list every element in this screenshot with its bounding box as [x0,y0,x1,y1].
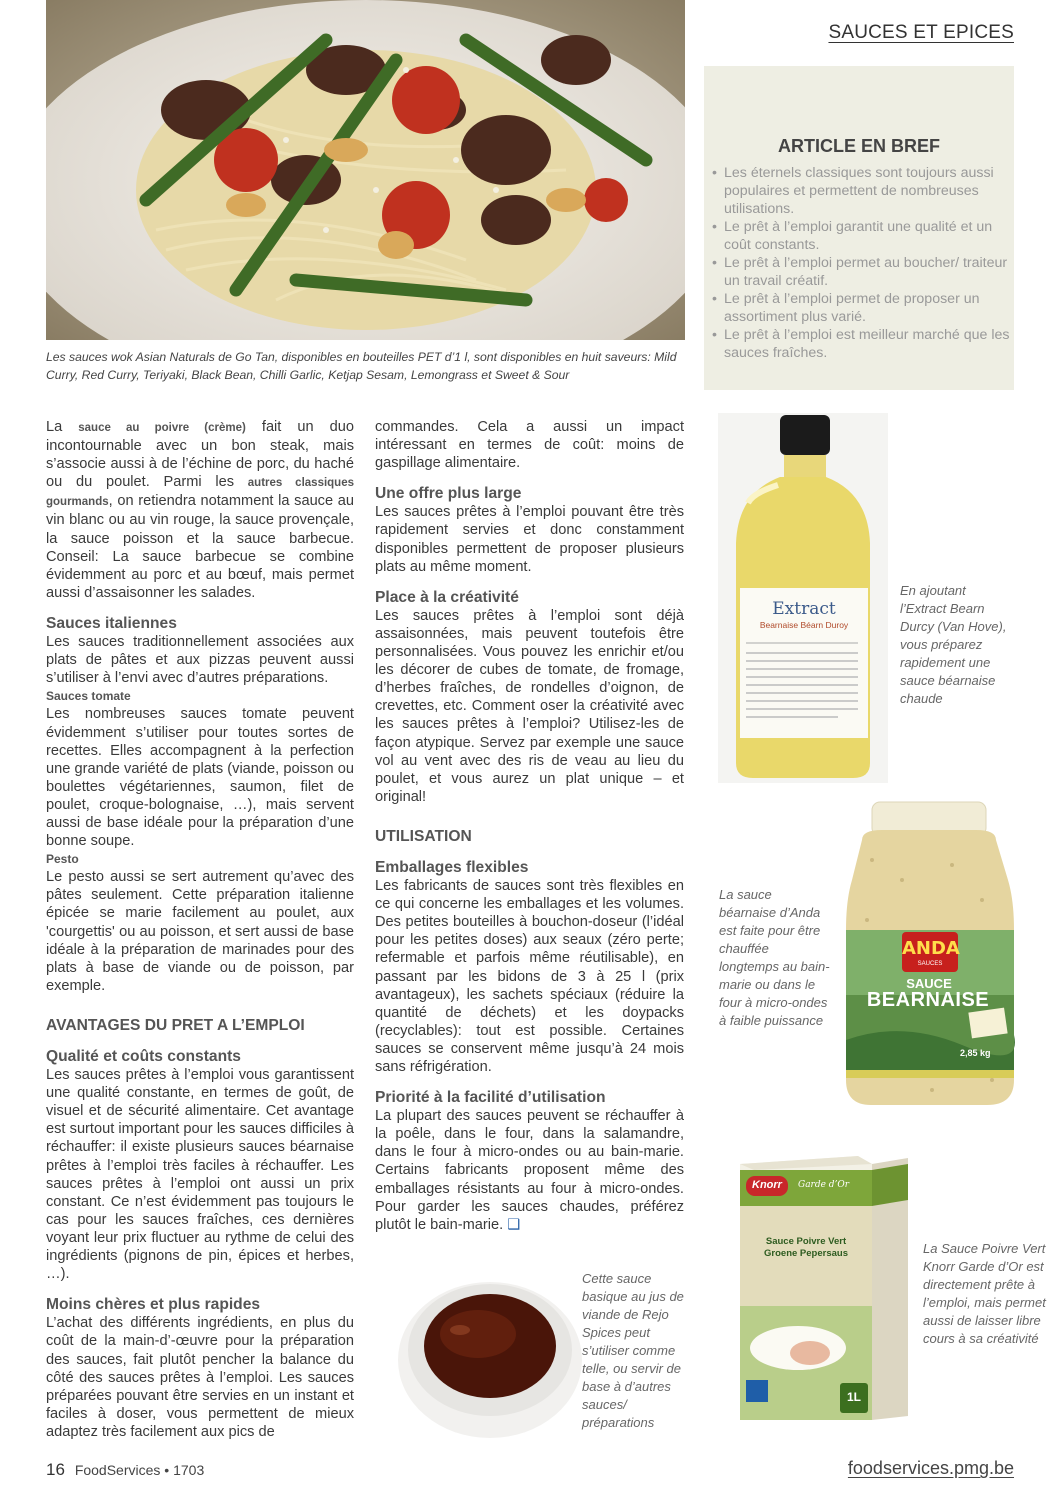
paragraph-tomate: Les nombreuses sauces tomate peuvent évidemment s’utiliser pour toutes sortes de recettes. Elles accompagnent à la perfection une grande variété de plats (viande, poisson ou boulettes végétariennes, saumon, filet de poulet, croque-bolognaise, …), mais servent aussi de base idéale pour la préparation d’une bonne soupe. [46,706,354,850]
summary-item: • Les éternels classiques sont toujours aussi populaires et permettent de nombreuses utilisations. [712,164,1012,218]
anda-name-1: SAUCE [906,976,952,991]
paragraph-continued: commandes. Cela a aussi un impact intéressant en termes de coût: moins de gaspillage alimentaire. [375,419,684,472]
heading-offre: Une offre plus large [375,485,522,503]
wok-dish-photo [46,0,685,340]
summary-item: • Le prêt à l’emploi est meilleur marché que les sauces fraîches. [712,326,1012,362]
anda-caption: La sauce béarnaise d’Anda est faite pour être chauffée longtemps au bain-marie ou dans le four à micro-ondes à faible puissance [719,887,830,1028]
paragraph-qualite: Les sauces prêtes à l’emploi vous garantissent une qualité constante, en termes de goût, de visuel et de sécurité alimentaire. Cet avantage est surtout important pour les sauces difficiles à réchauffer: il existe plusieurs sauces béarnaise prêtes à l’emploi très faciles à réchauffer. Les sauces prêtes à l’emploi ont aussi un prix constant. Ce n’est évidemment pas toujours le cas pour les sauces fraîches, ces dernières voyant leur prix fluctuer au rythme de celui des ingrédients (pignons de pin, épices et herbes, …). [46,1067,354,1283]
anda-weight: 2,85 kg [960,1048,991,1058]
anda-jar-photo [842,800,1016,1110]
intro-paragraph: La sauce au poivre (crème) fait un duo incontournable avec un bon steak, mais s’associe aussi à de l’échine de porc, du haché ou du poulet. Parmi les autres classiques gourmands, on retiendra notamment la sauce au vin blanc ou au vin rouge, la sauce provençale, la sauce poisson et la sauce barbecue. Conseil: La sauce barbecue se combine évidemment au porc et au bœuf, mais permet aussi d’assaisonner les salades. [46,419,354,601]
heading-qualite: Qualité et coûts constants [46,1048,241,1065]
rejo-caption: Cette sauce basique au jus de viande de Rejo Spices peut s’utiliser comme telle, ou servir de base à d’autres sauces/ préparations [582,1271,684,1430]
heading-sauces-italiennes: Sauces italiennes [46,614,177,632]
subheading-sauces-tomate: Sauces tomate [46,689,131,704]
paragraph-moins-cheres: L’achat des différents ingrédients, en plus du coût de la main-d’-œuvre pour la préparation des sauces, fait plutôt pencher la balance du côté des sauces prêtes à l’emploi. Les sauces préparées pouvant être servies en un instant et faciles à doser, vous permettent de mieux adaptez très facilement aux pics de [46,1315,354,1440]
heading-priorite: Priorité à la facilité d’utilisation [375,1089,606,1107]
knorr-brand: Knorr [752,1179,782,1191]
publication-info: FoodServices • 1703 [74,1462,205,1478]
summary-title: ARTICLE EN BREF [778,136,940,156]
summary-list [712,164,1012,362]
paragraph-italiennes: Les sauces traditionnellement associées aux plats de pâtes et aux pizzas peuvent aussi s’utiliser à l’envi avec d’autres préparations. [46,634,354,687]
extract-sublabel: Bearnaise Béarn Duroy [759,620,849,630]
subheading-pesto: Pesto [46,852,79,867]
summary-item: • Le prêt à l’emploi garantit une qualité et un coût constants. [712,218,1012,254]
paragraph-priorite: La plupart des sauces peuvent se réchauffer à la poêle, dans le four, dans la salamandre, dans le four à micro-ondes ou au bain-marie. Certains fabricants proposent même des emballages résistants au four à micro-ondes. Pour garder les sauces chaudes, préférez plutôt le bain-marie. ❑ [375,1108,684,1233]
extract-bottle-photo [718,413,888,783]
extract-label: Extract [772,599,836,619]
page-footer-left [46,1460,204,1480]
heading-moins-cheres: Moins chères et plus rapides [46,1296,261,1314]
summary-item: • Le prêt à l’emploi permet de proposer un assortiment plus varié. [712,290,1012,326]
section-tag: SAUCES ET EPICES [828,22,1014,43]
heading-utilisation: UTILISATION [375,827,472,845]
heading-emballages: Emballages flexibles [375,858,529,876]
sauce-bowl-photo [390,1250,590,1440]
knorr-name-1: Sauce Poivre Vert [765,1236,847,1247]
knorr-name-2: Groene Pepersaus [764,1248,848,1259]
heading-avantages: AVANTAGES DU PRET A L’EMPLOI [46,1016,305,1034]
knorr-caption: La Sauce Poivre Vert Knorr Garde d’Or est directement prête à l’emploi, mais permet aussi de laisser libre cours à sa créativité [923,1241,1046,1346]
anda-name-2: BEARNAISE [866,989,990,1011]
article-summary-box [704,66,1014,390]
website-link[interactable]: foodservices.pmg.be [847,1458,1014,1478]
article-column-1 [46,418,354,1441]
heading-place-creativite: Place à la créativité [375,588,519,606]
knorr-line: Garde d’Or [798,1180,850,1190]
extract-caption: En ajoutant l’Extract Bearn Durcy (Van Hove), vous préparez rapidement une sauce béarnaise chaude [900,583,1007,706]
anda-sub: SAUCES [917,961,943,967]
end-mark: ❑ [507,1216,521,1233]
top-photo-caption: Les sauces wok Asian Naturals de Go Tan, disponibles en bouteilles PET d’1 l, sont disponibles en huit saveurs: Mild Curry, Red Curry, Teriyaki, Black Bean, Chilli Garlic, Ketjap Sesam, Lemongrass et Sweet & Sour [46,350,677,382]
summary-item: • Le prêt à l’emploi permet au boucher/ traiteur un travail créatif. [712,254,1012,290]
paragraph-creativite: Les sauces prêtes à l’emploi sont déjà assaisonnées, mais peuvent toutefois être personnalisées. Vous pouvez les enrichir et/ou les décorer de cubes de tomate, de fromage, d’herbes fraîches, de rondelles d’oignon, de crevettes, etc. Comment oser la créativité avec les sauces prêtes à l’emploi? Utilisez-les de façon atypique. Servez par exemple une sauce vol au vent avec des ris de veau au lieu du poulet, et vous aurez un plat unique – et original! [375,607,684,805]
knorr-carton-photo [738,1148,910,1422]
page-number: 16 [46,1460,65,1479]
paragraph-emballages: Les fabricants de sauces sont très flexibles en ce qui concerne les emballages et les volumes. Des petites bouteilles à bouchon-doseur (l’idéal pour les petites doses) aux seaux (zéro perte; refermable et parfois même réutilisable), en passant par les bidons de 3 à 25 l (prix avantageux), les sachets spéciaux (réduire la quantité de déchets) et les doypacks (recyclables): tout est possible. Certaines sauces se conservent même jusqu’à 24 mois sans réfrigération. [375,878,684,1075]
knorr-volume: 1L [846,1390,861,1404]
paragraph-pesto: Le pesto aussi se sert autrement qu’avec des pâtes seulement. Cette préparation italienne épicée se marie facilement au poulet, aux 'courgettis' ou au poisson, et sert aussi de base idéale à la préparation de marinades pour des plats à base de viande ou de poisson, par exemple. [46,869,354,994]
article-column-2 [375,418,684,1234]
anda-brand: ANDA [902,938,960,959]
paragraph-offre: Les sauces prêtes à l’emploi pouvant être très rapidement servies et donc constamment disponibles permettent de proposer plusieurs plats au même moment. [375,504,684,575]
